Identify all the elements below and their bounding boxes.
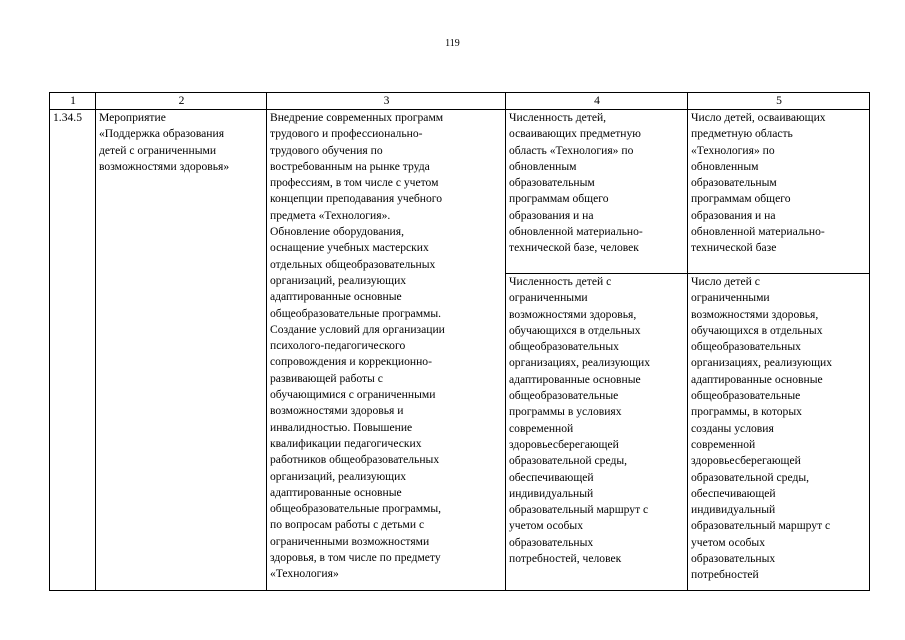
event-description-cell-line: общеобразовательные программы,	[270, 502, 442, 516]
event-description-cell-line: Обновление оборудования,	[270, 225, 404, 239]
indicator-cell-a-line: образовательным	[509, 176, 595, 190]
column-header-2: 2	[96, 93, 267, 110]
result-cell-a	[688, 110, 870, 274]
event-description-cell-line: отдельных общеобразовательных	[270, 257, 436, 271]
event-description-cell-line: организаций, реализующих	[270, 469, 407, 483]
event-description-cell-line: оснащение учебных мастерских	[270, 241, 429, 255]
event-description-cell-line: работников общеобразовательных	[270, 453, 440, 467]
event-description-cell-line: здоровья, в том числе по предмету	[270, 551, 441, 565]
row-code-cell: 1.34.5	[50, 110, 96, 591]
result-cell-a-line: Число детей, осваивающих	[691, 111, 826, 124]
indicator-cell-b-line: адаптированные основные	[509, 372, 641, 386]
event-description-cell-line: развивающей работы с	[270, 371, 383, 385]
indicator-cell-b-line: Численность детей с	[509, 275, 612, 288]
column-header-5: 5	[688, 93, 870, 110]
event-name-cell	[96, 110, 267, 591]
indicator-cell-b-line: образовательной среды,	[509, 454, 628, 468]
result-cell-b-line: обеспечивающей	[691, 486, 776, 500]
result-cell-b-line: адаптированные основные	[691, 372, 823, 386]
indicator-cell-b-line: индивидуальный	[509, 486, 594, 500]
result-cell-a-line: обновленным	[691, 159, 759, 173]
result-cell-b-line: потребностей	[691, 568, 759, 582]
event-description-cell-line: «Технология»	[270, 567, 339, 581]
indicator-cell-a-line: осваивающих предметную	[509, 127, 641, 141]
result-cell-b-line: ограниченными	[691, 291, 770, 305]
result-cell-b-line: современной	[691, 437, 756, 451]
table-row	[50, 110, 870, 274]
event-name-cell-line: возможностями здоровья»	[99, 159, 230, 173]
indicator-cell-a-line: Численность детей,	[509, 111, 607, 124]
result-cell-b-line: образовательной среды,	[691, 470, 810, 484]
event-description-cell-line: по вопросам работы с детьми с	[270, 518, 425, 532]
event-description-cell-line: адаптированные основные	[270, 290, 402, 304]
indicator-cell-a-line: область «Технология» по	[509, 143, 634, 157]
indicator-cell-b-line: обеспечивающей	[509, 470, 594, 484]
event-description-cell-line: общеобразовательные программы.	[270, 306, 442, 320]
indicator-cell-b-line: программы в условиях	[509, 405, 622, 419]
event-description-cell-line: организаций, реализующих	[270, 273, 407, 287]
event-description-cell-line: трудового и профессионально-	[270, 127, 423, 141]
result-cell-b-line: индивидуальный	[691, 503, 776, 517]
column-header-1: 1	[50, 93, 96, 110]
table-header-row	[50, 93, 870, 110]
event-description-cell-line: обучающимися с ограниченными	[270, 388, 436, 402]
indicator-cell-b-line: образовательных	[509, 535, 594, 549]
indicator-cell-a-line: программам общего	[509, 192, 609, 206]
result-cell-a-line: технической базе	[691, 241, 777, 255]
indicator-cell-b-line: общеобразовательные	[509, 389, 619, 403]
result-cell-a-line: обновленной материально-	[691, 225, 825, 239]
event-name-cell-line: Мероприятие	[99, 111, 166, 124]
event-description-cell-line: предмета «Технология».	[270, 208, 391, 222]
event-description-cell-line: концепции преподавания учебного	[270, 192, 443, 206]
result-cell-a-line: «Технология» по	[691, 143, 775, 157]
result-cell-a-line: образовательным	[691, 176, 777, 190]
event-description-cell-line: инвалидностью. Повышение	[270, 420, 413, 434]
result-cell-b-line: образовательных	[691, 552, 776, 566]
event-description-cell-line: профессиям, в том числе с учетом	[270, 176, 439, 190]
event-description-cell-line: квалификации педагогических	[270, 436, 422, 450]
indicator-cell-b-line: обучающихся в отдельных	[509, 323, 641, 337]
page-number: 119	[445, 38, 460, 49]
result-cell-a-line: программам общего	[691, 192, 791, 206]
event-description-cell-line: Создание условий для организации	[270, 322, 445, 336]
event-description-cell-line: Внедрение современных программ	[270, 111, 444, 124]
event-description-cell-line: ограниченными возможностями	[270, 534, 430, 548]
event-description-cell-line: востребованным на рынке труда	[270, 159, 430, 173]
indicator-cell-b-line: образовательный маршрут с	[509, 503, 649, 517]
event-description-cell	[267, 110, 506, 591]
event-name-cell-line: «Поддержка образования	[99, 127, 225, 141]
event-description-cell-line: трудового обучения по	[270, 143, 383, 157]
indicator-cell-b-line: общеобразовательных	[509, 340, 619, 354]
event-description-cell-line: адаптированные основные	[270, 485, 402, 499]
indicator-cell-b-line: организациях, реализующих	[509, 356, 651, 370]
event-description-cell-line: психолого-педагогического	[270, 339, 406, 353]
result-cell-b-line: образовательный маршрут с	[691, 519, 831, 533]
indicator-cell-b-line: современной	[509, 421, 574, 435]
event-description-cell-line: сопровождения и коррекционно-	[270, 355, 432, 369]
result-cell-b-line: программы, в которых	[691, 405, 802, 419]
result-cell-b-line: общеобразовательные	[691, 389, 801, 403]
result-cell-b-line: организациях, реализующих	[691, 356, 833, 370]
indicator-cell-b-line: возможностями здоровья,	[509, 307, 637, 321]
column-header-4: 4	[506, 93, 688, 110]
indicator-cell-a-line: образования и на	[509, 208, 594, 222]
indicator-cell-a-line: обновленным	[509, 159, 577, 173]
event-name-cell-line: детей с ограниченными	[99, 143, 217, 157]
indicator-cell-b-line: потребностей, человек	[509, 552, 622, 566]
column-header-3: 3	[267, 93, 506, 110]
measures-table	[49, 92, 870, 591]
indicator-cell-b-line: здоровьесберегающей	[509, 437, 619, 451]
result-cell-b-line: Число детей с	[691, 275, 760, 288]
result-cell-b	[688, 274, 870, 591]
result-cell-a-line: образования и на	[691, 208, 776, 222]
event-description-cell-line: возможностями здоровья и	[270, 404, 404, 418]
result-cell-b-line: учетом особых	[691, 535, 766, 549]
indicator-cell-a-line: технической базе, человек	[509, 241, 639, 255]
result-cell-a-line: предметную область	[691, 127, 793, 141]
indicator-cell-a	[506, 110, 688, 274]
indicator-cell-a-line: обновленной материально-	[509, 225, 643, 239]
result-cell-b-line: обучающихся в отдельных	[691, 323, 823, 337]
result-cell-b-line: здоровьесберегающей	[691, 454, 801, 468]
indicator-cell-b-line: ограниченными	[509, 291, 588, 305]
indicator-cell-b	[506, 274, 688, 591]
result-cell-b-line: возможностями здоровья,	[691, 307, 819, 321]
indicator-cell-b-line: учетом особых	[509, 519, 584, 533]
result-cell-b-line: общеобразовательных	[691, 340, 801, 354]
result-cell-b-line: созданы условия	[691, 421, 774, 435]
